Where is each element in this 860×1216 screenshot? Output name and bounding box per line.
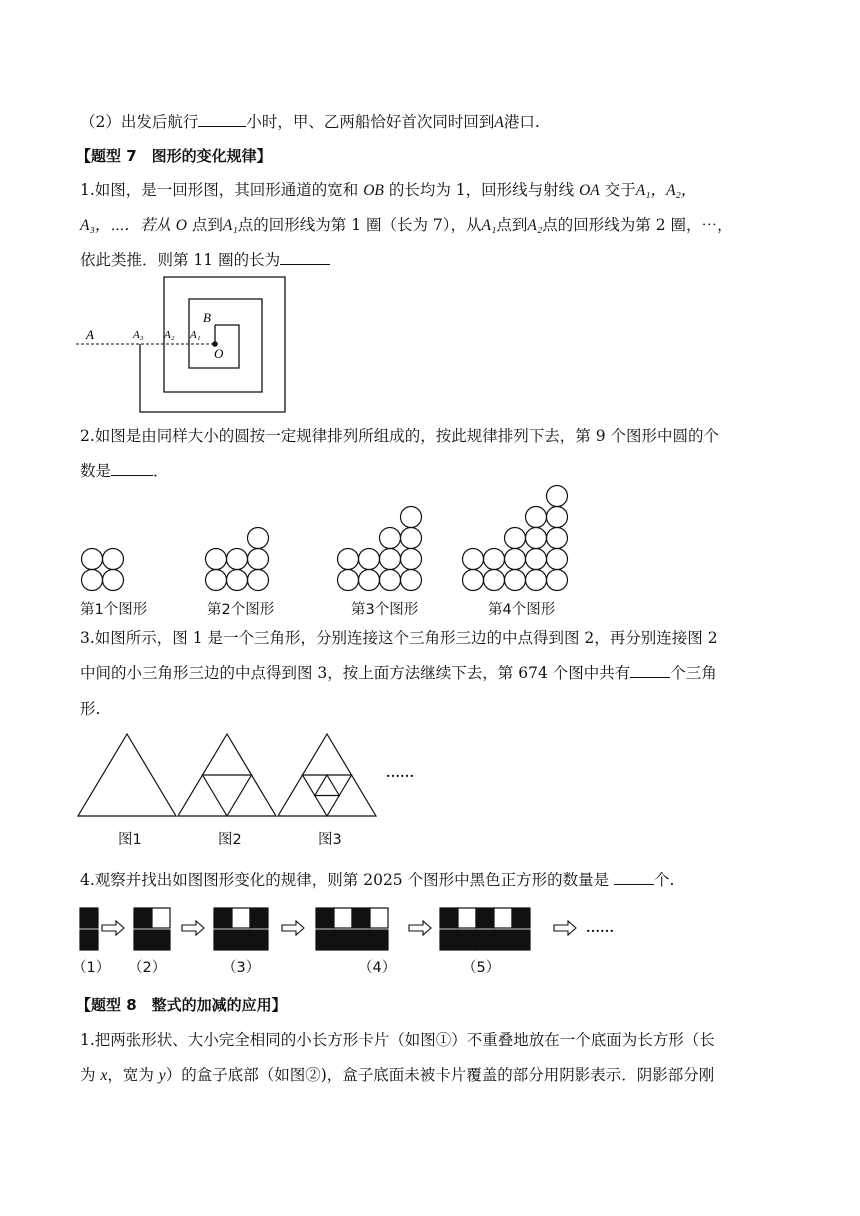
text: 的长均为 1，回形线与射线 — [388, 181, 575, 199]
var-a2: A₂ — [527, 217, 543, 234]
black-square — [440, 930, 458, 950]
squares-figure — [76, 904, 636, 954]
p5-line-1: 1.把两张形状、大小完全相同的小长方形卡片（如图①）不重叠地放在一个底面为长方形（长 — [80, 1031, 715, 1049]
text: 为 — [80, 1066, 96, 1084]
boat-question — [80, 112, 540, 133]
label-o: O — [214, 346, 224, 361]
arrow-icon — [282, 921, 304, 935]
black-square — [134, 908, 152, 928]
black-square — [512, 908, 530, 928]
black-square — [370, 930, 388, 950]
arrow-icon — [102, 921, 124, 935]
black-square — [214, 908, 232, 928]
circle — [338, 570, 359, 591]
black-square — [134, 930, 152, 950]
black-square — [250, 908, 268, 928]
circle — [248, 528, 269, 549]
text: 个三角 — [670, 664, 717, 682]
black-square — [214, 930, 232, 950]
tri-caption-1: 图1 — [118, 832, 142, 848]
text: 点的回形线为第 1 圈（长为 7），从 — [237, 216, 482, 234]
black-square — [440, 908, 458, 928]
circle — [338, 549, 359, 570]
p3-line-1: 3.如图所示，图 1 是一个三角形，分别连接这个三角形三边的中点得到图 2，再分别连接图 2 — [80, 629, 718, 647]
circle — [505, 528, 526, 549]
text: 个. — [654, 871, 675, 889]
tri-caption-3: 图3 — [318, 832, 342, 848]
p3-line-3: 形. — [80, 700, 101, 718]
circle — [463, 570, 484, 591]
circles-caption-2: 第2个图形 — [207, 602, 275, 618]
p3-line-2 — [80, 663, 717, 683]
circle — [484, 570, 505, 591]
triangles-figure — [76, 730, 426, 822]
black-square — [494, 930, 512, 950]
circle — [547, 507, 568, 528]
p2-line-2 — [80, 461, 169, 481]
circle — [526, 528, 547, 549]
sq-caption-3: （3） — [222, 960, 261, 976]
var-a2: A₂， — [666, 182, 697, 199]
black-square — [232, 930, 250, 950]
label-a3: A₃ — [133, 329, 144, 341]
squares-dots: …… — [586, 921, 614, 936]
circle — [401, 528, 422, 549]
sq-caption-1: （1） — [72, 960, 111, 976]
text: 点到 — [191, 216, 223, 234]
circle — [526, 507, 547, 528]
answer-blank — [280, 250, 330, 265]
text: A₃，⋯．若从 — [80, 217, 171, 234]
circle — [103, 549, 124, 570]
text: ）的盒子底部（如图②)，盒子底面未被卡片覆盖的部分用阴影表示．阴影部分刚 — [165, 1066, 715, 1084]
var-a1: A₁ — [481, 217, 497, 234]
circle — [401, 549, 422, 570]
circles-caption-1: 第1个图形 — [80, 602, 148, 618]
circle — [82, 570, 103, 591]
circle — [401, 507, 422, 528]
answer-blank — [111, 461, 153, 476]
black-square — [80, 930, 98, 950]
black-square — [352, 908, 370, 928]
p1-line-1 — [80, 180, 696, 201]
answer-blank — [630, 663, 670, 678]
circle — [103, 570, 124, 591]
white-square — [370, 908, 388, 928]
var-ob: OB — [363, 182, 384, 199]
circle — [463, 549, 484, 570]
circle — [206, 549, 227, 570]
white-square — [232, 908, 250, 928]
circle — [227, 570, 248, 591]
white-square — [334, 908, 352, 928]
black-square — [80, 908, 98, 928]
black-square — [316, 908, 334, 928]
white-square — [152, 908, 170, 928]
circle — [206, 570, 227, 591]
black-square — [316, 930, 334, 950]
sq-caption-5: （5） — [462, 960, 501, 976]
circle — [380, 528, 401, 549]
answer-blank — [614, 870, 654, 885]
text: 港口. — [503, 113, 540, 131]
label-b: B — [203, 310, 211, 325]
tri-caption-2: 图2 — [218, 832, 242, 848]
circle — [547, 486, 568, 507]
black-square — [476, 908, 494, 928]
sq-caption-4: （4） — [358, 960, 397, 976]
p1-line-2 — [80, 215, 732, 236]
black-square — [512, 930, 530, 950]
circle — [248, 570, 269, 591]
black-square — [334, 930, 352, 950]
circle — [380, 570, 401, 591]
text: 中间的小三角形三边的中点得到图 3，按上面方法继续下去，第 674 个图中共有 — [80, 664, 631, 682]
arrow-icon — [409, 921, 431, 935]
text: 数是 — [80, 462, 112, 480]
p2-line-1: 2.如图是由同样大小的圆按一定规律排列所组成的，按此规律排列下去，第 9 个图形中圆的个 — [80, 427, 720, 445]
circle — [505, 570, 526, 591]
circles-caption-3: 第3个图形 — [351, 602, 419, 618]
circle — [547, 528, 568, 549]
circle — [82, 549, 103, 570]
text: 依此类推．则第 11 圈的长为 — [80, 251, 281, 269]
text: ，宽为 — [107, 1066, 154, 1084]
text: 小时，甲、乙两船恰好首次同时回到 — [246, 113, 495, 131]
answer-blank — [198, 112, 246, 127]
circles-caption-4: 第4个图形 — [488, 602, 556, 618]
text: 点的回形线为第 2 圈，⋯， — [542, 216, 733, 234]
circle — [359, 570, 380, 591]
circle — [547, 549, 568, 570]
circle — [547, 570, 568, 591]
section-heading-7: 【题型 7 图形的变化规律】 — [76, 147, 272, 165]
sq-caption-2: （2） — [128, 960, 167, 976]
text: 4.观察并找出如图图形变化的规律，则第 2025 个图形中黑色正方形的数量是 — [80, 871, 610, 889]
arrow-icon — [182, 921, 204, 935]
black-square — [352, 930, 370, 950]
var-oa: OA — [579, 182, 600, 199]
var-y: y — [158, 1067, 166, 1084]
circle — [526, 570, 547, 591]
text: 交于 — [604, 181, 636, 199]
black-square — [476, 930, 494, 950]
var-a1: A₁ — [222, 217, 238, 234]
triangles-dots: …… — [386, 766, 414, 781]
label-a: A — [86, 327, 94, 342]
circle — [526, 549, 547, 570]
var-x: x — [100, 1067, 108, 1084]
p5-line-2 — [80, 1065, 714, 1086]
black-square — [250, 930, 268, 950]
circle — [248, 549, 269, 570]
circle — [401, 570, 422, 591]
white-square — [494, 908, 512, 928]
circle — [227, 549, 248, 570]
arrow-icon — [554, 921, 576, 935]
text: 点到 — [496, 216, 528, 234]
var-a1: A₁， — [635, 182, 667, 199]
circle — [484, 549, 505, 570]
spiral-figure — [76, 272, 296, 418]
text: ． — [153, 462, 169, 480]
black-square — [152, 930, 170, 950]
text: （2）出发后航行 — [80, 113, 199, 131]
label-a1: A₁ — [190, 329, 201, 341]
circle — [359, 549, 380, 570]
p4-line-1 — [80, 870, 674, 890]
p1-line-3 — [80, 250, 330, 270]
var-a: A — [494, 114, 504, 131]
circle — [380, 549, 401, 570]
black-square — [458, 930, 476, 950]
var-o: O — [175, 217, 187, 234]
section-heading-8: 【题型 8 整式的加减的应用】 — [76, 996, 287, 1014]
circle — [505, 549, 526, 570]
circles-figure — [80, 480, 600, 592]
white-square — [458, 908, 476, 928]
text: 1.如图，是一回形图，其回形通道的宽和 — [80, 181, 359, 199]
label-a2: A₂ — [164, 329, 175, 341]
